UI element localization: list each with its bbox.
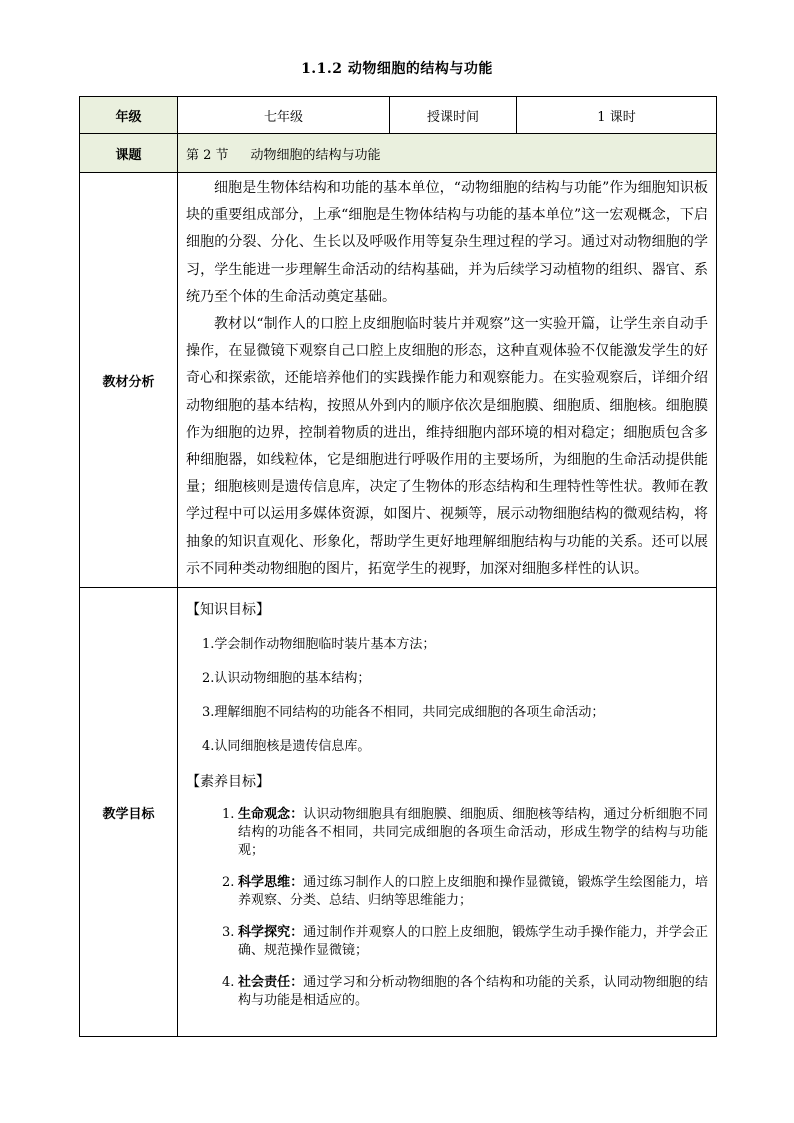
literacy-goal-term: 科学思维： xyxy=(238,875,304,891)
grade-value: 七年级 xyxy=(178,97,390,134)
literacy-goal-item xyxy=(186,974,708,1010)
topic-section: 第 2 节 xyxy=(186,147,229,163)
knowledge-goal-item: 4.认同细胞核是遗传信息库。 xyxy=(202,739,371,755)
knowledge-goal-item: 1.学会制作动物细胞临时装片基本方法； xyxy=(202,637,436,653)
topic-label: 课题 xyxy=(80,134,178,173)
literacy-goal-number: 1. xyxy=(222,807,235,823)
literacy-goal-term: 社会责任： xyxy=(238,975,304,991)
class-hours-label: 授课时间 xyxy=(390,97,517,134)
analysis-label: 教材分析 xyxy=(80,173,178,588)
goals-row xyxy=(80,588,717,1037)
literacy-goal-term: 生命观念： xyxy=(238,807,304,823)
literacy-goal-text: 认识动物细胞具有细胞膜、细胞质、细胞核等结构，通过分析细胞不同结构的功能各不相同，共同完成细胞的各项生命活动，形成生物学的结构与功能观； xyxy=(238,807,708,859)
literacy-goal-text: 通过练习制作人的口腔上皮细胞和操作显微镜，锻炼学生绘图能力，培养观察、分类、总结、归纳等思维能力； xyxy=(238,875,708,909)
analysis-row xyxy=(80,173,717,588)
grade-label: 年级 xyxy=(80,97,178,134)
literacy-goal-text: 通过学习和分析动物细胞的各个结构和功能的关系，认同动物细胞的结构与功能是相适应的。 xyxy=(238,975,708,1009)
goals-label: 教学目标 xyxy=(80,588,178,1037)
topic-row xyxy=(80,134,717,173)
page-title: 1.1.2 动物细胞的结构与功能 xyxy=(301,61,493,77)
literacy-goals-list xyxy=(186,806,708,1010)
literacy-goal-number: 4. xyxy=(222,975,235,991)
analysis-paragraph: 教材以“制作人的口腔上皮细胞临时装片并观察”这一实验开篇，让学生亲自动手操作，在显微镜下观察自己口腔上皮细胞的形态，这种直观体验不仅能激发学生的好奇心和探索欲，还能培养他们的实践操作能力和观察能力。在实验观察后，详细介绍动物细胞的基本结构，按照从外到内的顺序依次是细胞膜、细胞质、细胞核。细胞膜作为细胞的边界，控制着物质的进出，维持细胞内部环境的相对稳定；细胞质包含多种细胞器，如线粒体，它是细胞进行呼吸作用的主要场所，为细胞的生命活动提供能量；细胞核则是遗传信息库，决定了生物体的形态结构和生理特性等性状。教师在教学过程中可以运用多媒体资源，如图片、视频等，展示动物细胞结构的微观结构，将抽象的知识直观化、形象化，帮助学生更好地理解细胞结构与功能的关系。还可以展示不同种类动物细胞的图片，拓宽学生的视野，加深对细胞多样性的认识。 xyxy=(186,316,708,577)
topic-value xyxy=(178,134,717,173)
topic-name: 动物细胞的结构与功能 xyxy=(250,147,381,163)
literacy-goals-heading: 【素养目标】 xyxy=(186,774,270,791)
literacy-goal-number: 3. xyxy=(222,925,235,941)
literacy-goal-number: 2. xyxy=(222,875,235,891)
literacy-goal-term: 科学探究： xyxy=(238,925,304,941)
analysis-content xyxy=(178,173,717,588)
analysis-paragraph: 细胞是生物体结构和功能的基本单位，“动物细胞的结构与功能”作为细胞知识板块的重要组成部分，上承“细胞是生物体结构与功能的基本单位”这一宏观概念，下启细胞的分裂、分化、生长以及呼吸作用等复杂生理过程的学习。通过对动物细胞的学习，学生能进一步理解生命活动的结构基础，并为后续学习动植物的组织、器官、系统乃至个体的生命活动奠定基础。 xyxy=(186,180,708,305)
literacy-goal-item xyxy=(186,806,708,860)
goals-content xyxy=(178,588,717,1037)
literacy-goal-text: 通过制作并观察人的口腔上皮细胞，锻炼学生动手操作能力，并学会正确、规范操作显微镜； xyxy=(238,925,708,959)
knowledge-goal-item: 2.认识动物细胞的基本结构； xyxy=(202,671,371,687)
class-hours-value: 1 课时 xyxy=(517,97,717,134)
knowledge-goal-item: 3.理解细胞不同结构的功能各不相同，共同完成细胞的各项生命活动； xyxy=(202,705,605,721)
knowledge-goals-heading: 【知识目标】 xyxy=(186,602,270,619)
literacy-goal-item xyxy=(186,874,708,910)
lesson-plan-table xyxy=(79,96,717,1037)
literacy-goal-item xyxy=(186,924,708,960)
grade-row xyxy=(80,97,717,134)
